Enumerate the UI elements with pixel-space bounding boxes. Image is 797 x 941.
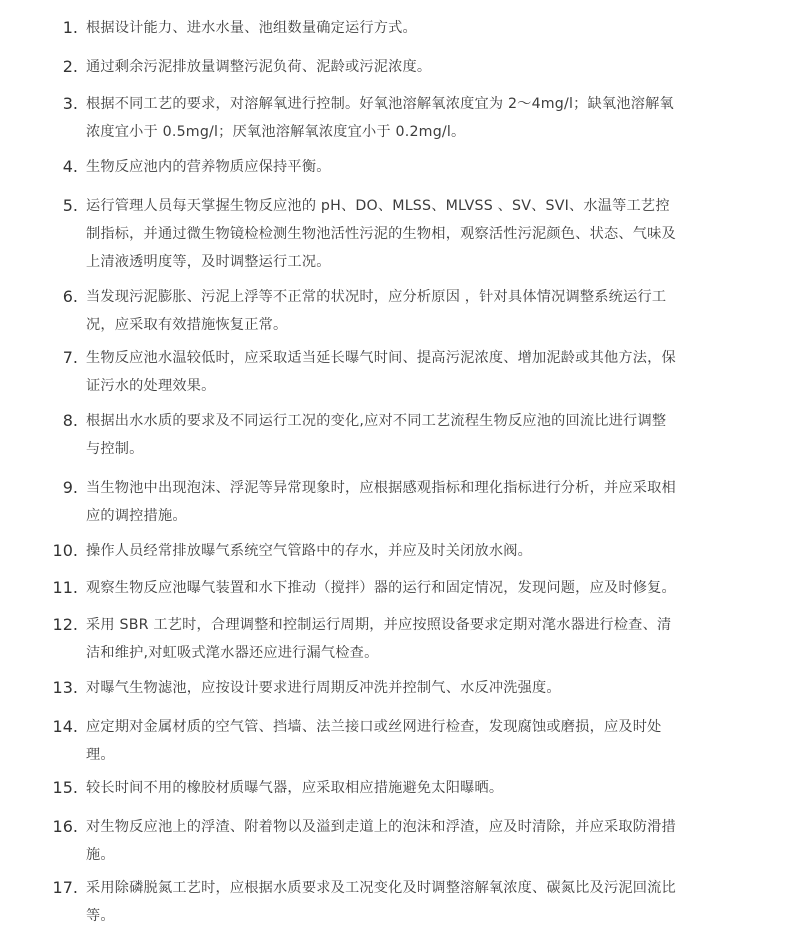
list-item-text: [86, 774, 728, 802]
text-line: 操作人员经常排放曝气系统空气管路中的存水，并应及时关闭放水阀。: [86, 543, 533, 559]
list-item-text: [86, 192, 728, 276]
text-line: 当发现污泥膨胀、污泥上浮等不正常的状况时，应分析原因 ，针对具体情况调整系统运行工: [86, 289, 667, 305]
list-item-number: 1.: [62, 18, 78, 37]
list-item-text: [86, 813, 728, 869]
list-item-text: [86, 53, 728, 81]
list-item-number: 8.: [62, 411, 78, 430]
list-item-number: 12.: [52, 615, 78, 634]
text-line: 较长时间不用的橡胶材质曝气器，应采取相应措施避免太阳曝晒。: [86, 780, 504, 796]
list-item-number: 9.: [62, 478, 78, 497]
list-item-text: [86, 874, 728, 930]
list-item-text: [86, 14, 728, 42]
list-item-number: 10.: [52, 541, 78, 560]
list-item-text: [86, 90, 728, 146]
text-line: 浓度宜小于 0.5mg/l；厌氧池溶解氧浓度宜小于 0.2mg/l。: [86, 124, 466, 140]
text-line: 制指标，并通过微生物镜检检测生物池活性污泥的生物相，观察活性污泥颜色、状态、气味及: [86, 226, 676, 242]
text-line: 生物反应池内的营养物质应保持平衡。: [86, 159, 331, 175]
text-line: 上清液透明度等，及时调整运行工况。: [86, 254, 331, 270]
list-item-text: [86, 537, 728, 565]
text-line: 况，应采取有效措施恢复正常。: [86, 317, 288, 333]
text-line: 采用除磷脱氮工艺时，应根据水质要求及工况变化及时调整溶解氧浓度、碳氮比及污泥回流比: [86, 880, 676, 896]
text-line: 根据出水水质的要求及不同运行工况的变化,应对不同工艺流程生物反应池的回流比进行调整: [86, 413, 667, 429]
list-item-number: 2.: [62, 57, 78, 76]
text-line: 证污水的处理效果。: [86, 378, 216, 394]
text-line: 运行管理人员每天掌握生物反应池的 pH、DO、MLSS、MLVSS 、SV、SVI、水温等工艺控: [86, 198, 670, 214]
list-item-number: 13.: [52, 678, 78, 697]
text-line: 等。: [86, 908, 115, 924]
list-item-number: 4.: [62, 157, 78, 176]
list-item-number: 11.: [52, 578, 78, 597]
text-line: 根据不同工艺的要求，对溶解氧进行控制。好氧池溶解氧浓度宜为 2～4mg/l；缺氧池溶解氧: [86, 96, 674, 112]
list-item-number: 14.: [52, 717, 78, 736]
text-line: 根据设计能力、进水水量、池组数量确定运行方式。: [86, 20, 417, 36]
list-item-number: 5.: [62, 196, 78, 215]
text-line: 通过剩余污泥排放量调整污泥负荷、泥龄或污泥浓度。: [86, 59, 432, 75]
list-item-number: 3.: [62, 94, 78, 113]
text-line: 采用 SBR 工艺时，合理调整和控制运行周期，并应按照设备要求定期对滗水器进行检查、清: [86, 617, 672, 633]
text-line: 与控制。: [86, 441, 144, 457]
list-item-text: [86, 574, 728, 602]
list-item-number: 15.: [52, 778, 78, 797]
list-item-text: [86, 283, 728, 339]
list-item-text: [86, 407, 728, 463]
text-line: 生物反应池水温较低时，应采取适当延长曝气时间、提高污泥浓度、增加泥龄或其他方法，保: [86, 350, 676, 366]
text-line: 对曝气生物滤池，应按设计要求进行周期反冲洗并控制气、水反冲洗强度。: [86, 680, 561, 696]
list-item-number: 16.: [52, 817, 78, 836]
list-item-text: [86, 713, 728, 769]
list-item-text: [86, 611, 728, 667]
text-line: 对生物反应池上的浮渣、附着物以及溢到走道上的泡沫和浮渣，应及时清除，并应采取防滑措: [86, 819, 676, 835]
list-item-number: 17.: [52, 878, 78, 897]
text-line: 当生物池中出现泡沫、浮泥等异常现象时，应根据感观指标和理化指标进行分析，并应采取相: [86, 480, 676, 496]
text-line: 施。: [86, 847, 115, 863]
text-line: 应的调控措施。: [86, 508, 187, 524]
list-item-text: [86, 674, 728, 702]
text-line: 观察生物反应池曝气装置和水下推动（搅拌）器的运行和固定情况，发现问题，应及时修复。: [86, 580, 676, 596]
list-item-text: [86, 153, 728, 181]
text-line: 应定期对金属材质的空气管、挡墙、法兰接口或丝网进行检查，发现腐蚀或磨损，应及时处: [86, 719, 662, 735]
list-item-number: 6.: [62, 287, 78, 306]
list-item-text: [86, 474, 728, 530]
list-item-text: [86, 344, 728, 400]
text-line: 洁和维护,对虹吸式滗水器还应进行漏气检查。: [86, 645, 379, 661]
list-item-number: 7.: [62, 348, 78, 367]
text-line: 理。: [86, 747, 115, 763]
